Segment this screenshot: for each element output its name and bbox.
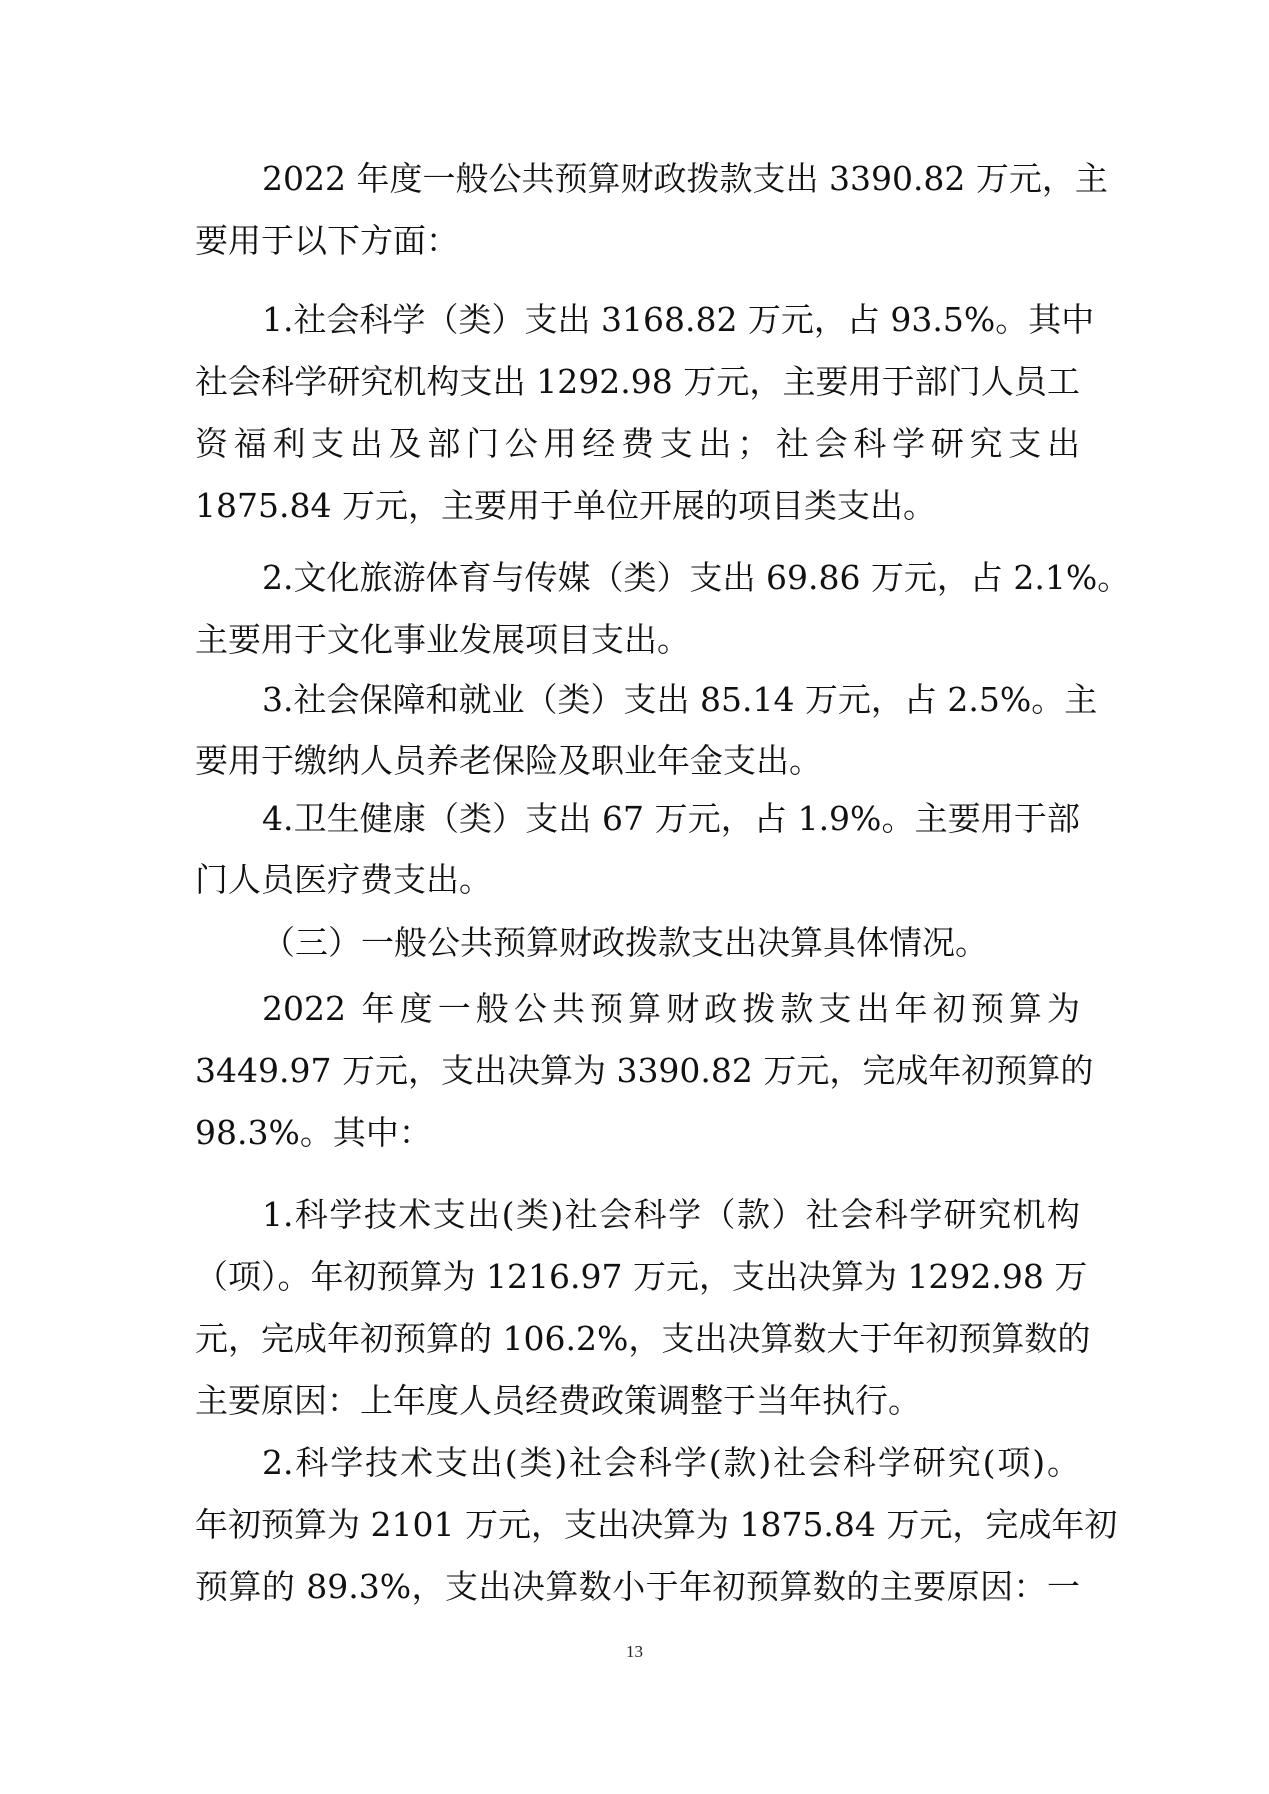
paragraph-line: 1875.84 万元，主要用于单位开展的项目类支出。 — [195, 486, 936, 525]
paragraph-line: 预算的 89.3%，支出决算数小于年初预算数的主要原因：一 — [195, 1567, 1080, 1606]
paragraph-line: 年初预算为 2101 万元，支出决算为 1875.84 万元，完成年初 — [195, 1505, 1118, 1544]
paragraph-line: 2.科学技术支出(类)社会科学(款)社会科学研究(项)。 — [262, 1443, 1080, 1482]
paragraph-line: 2022 年度一般公共预算财政拨款支出 3390.82 万元，主 — [262, 159, 1108, 198]
paragraph-line: 2022 年度一般公共预算财政拨款支出年初预算为 — [262, 989, 1080, 1028]
paragraph-line: 要用于以下方面： — [195, 221, 459, 260]
paragraph-line: 主要用于文化事业发展项目支出。 — [195, 620, 690, 659]
paragraph-line: 社会科学研究机构支出 1292.98 万元，主要用于部门人员工 — [195, 362, 1080, 401]
paragraph-line: 2.文化旅游体育与传媒（类）支出 69.86 万元，占 2.1%。 — [262, 558, 1131, 597]
paragraph-line: 主要原因：上年度人员经费政策调整于当年执行。 — [195, 1381, 921, 1420]
paragraph-line: 门人员医疗费支出。 — [195, 860, 492, 899]
paragraph-line: 98.3%。其中： — [195, 1113, 432, 1152]
page-number: 13 — [626, 1642, 643, 1661]
paragraph-line: 元，完成年初预算的 106.2%，支出决算数大于年初预算数的 — [195, 1319, 1091, 1358]
paragraph-line: 4.卫生健康（类）支出 67 万元，占 1.9%。主要用于部 — [262, 799, 1080, 838]
paragraph-line: 3449.97 万元，支出决算为 3390.82 万元，完成年初预算的 — [195, 1051, 1094, 1090]
paragraph-line: 资福利支出及部门公用经费支出；社会科学研究支出 — [195, 424, 1080, 463]
paragraph-line: （项）。年初预算为 1216.97 万元，支出决算为 1292.98 万 — [195, 1257, 1088, 1296]
paragraph-line: 要用于缴纳人员养老保险及职业年金支出。 — [195, 741, 822, 780]
paragraph-line: 3.社会保障和就业（类）支出 85.14 万元，占 2.5%。主 — [262, 680, 1098, 719]
paragraph-line: 1.科学技术支出(类)社会科学（款）社会科学研究机构 — [262, 1195, 1080, 1234]
paragraph-line: 1.社会科学（类）支出 3168.82 万元，占 93.5%。其中 — [262, 300, 1095, 339]
section-heading: （三）一般公共预算财政拨款支出决算具体情况。 — [262, 923, 988, 962]
